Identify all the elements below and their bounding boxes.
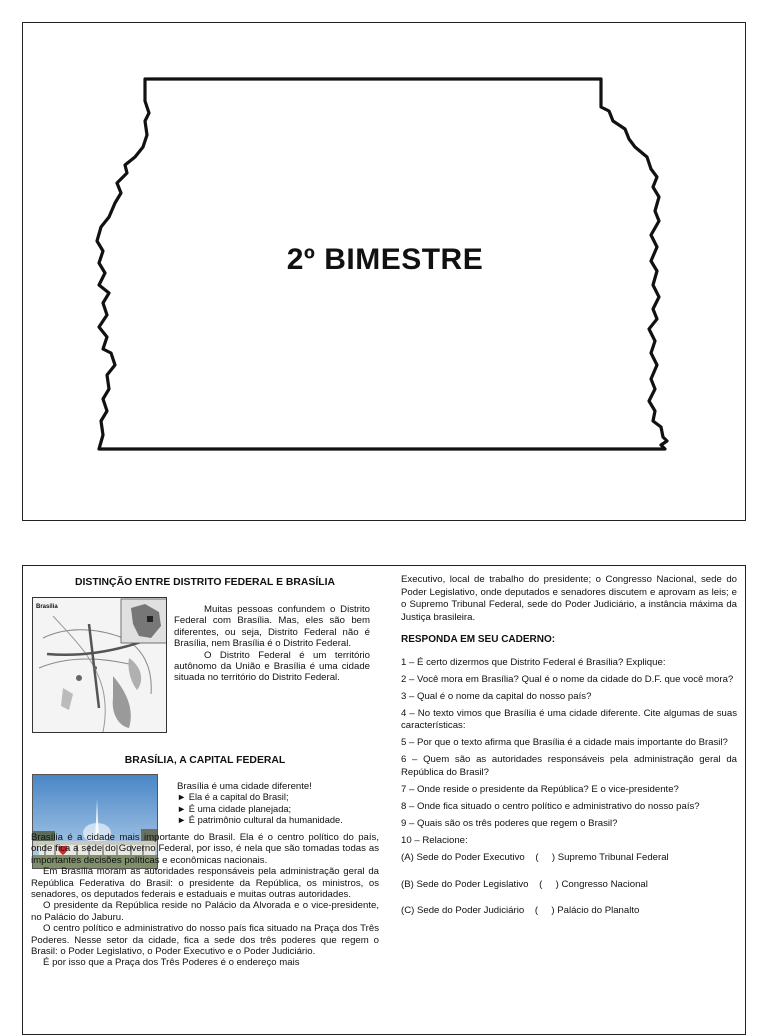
brasilia-map-image	[32, 597, 167, 733]
responda-heading: RESPONDA EM SEU CADERNO:	[401, 634, 556, 645]
intro-text	[174, 604, 370, 684]
map-label: Brasília	[36, 604, 58, 610]
question-10: 10 – Relacione:	[401, 835, 468, 847]
question-1: 1 – É certo dizermos que Distrito Federal é Brasília? Explique:	[401, 656, 666, 668]
relacione-item-b: (B) Sede do Poder Legislativo ( ) Congresso Nacional	[401, 878, 648, 890]
article-paragraph-3: O presidente da República reside no Palácio da Alvorada e o vice-presidente, no Palácio do Jaburu.	[31, 900, 379, 923]
article-text	[31, 832, 379, 969]
bullet-item: ► É uma cidade planejada;	[177, 803, 292, 814]
article-paragraph-4: O centro político e administrativo do nosso país fica situado na Praça dos Três Poderes. Nesse setor da cidade, fica a sede dos três poderes que regem o Brasil: o Poder Legislativo, o Poder Executivo e o Poder Judiciário.	[31, 923, 379, 958]
heading-brasilia-capital: BRASÍLIA, A CAPITAL FEDERAL	[124, 755, 286, 766]
question-3: 3 – Qual é o nome da capital do nosso país?	[401, 690, 592, 702]
question-6: 6 – Quem são as autoridades responsáveis pela administração geral da República do Brasil?	[401, 754, 737, 778]
question-4: 4 – No texto vimos que Brasília é uma cidade diferente. Cite algumas de suas características:	[401, 707, 737, 732]
cover-title: 2º BIMESTRE	[286, 243, 484, 276]
intro-paragraph-2: O Distrito Federal é um território autônomo da União e Brasília é uma cidade situada no território do Distrito Federal.	[174, 649, 370, 684]
brasilia-characteristics	[177, 781, 377, 827]
intro-paragraph-1: Muitas pessoas confundem o Distrito Federal com Brasília. Mas, eles são bem diferentes, ou seja, Distrito Federal não é Brasília, nem Brasília é o Distrito Federal.	[174, 604, 370, 650]
relacione-item-a: (A) Sede do Poder Executivo ( ) Supremo Tribunal Federal	[401, 852, 669, 864]
cover-panel	[22, 22, 746, 521]
question-7: 7 – Onde reside o presidente da República? E o vice-presidente?	[401, 784, 679, 796]
article-paragraph-1: Brasília é a cidade mais importante do Brasil. Ela é o centro político do país, onde fica a sede do Governo Federal, por isso, é nela que são tomadas todas as importantes decisões políticas e econômicas nacionais.	[31, 832, 379, 866]
question-2: 2 – Você mora em Brasília? Qual é o nome da cidade do D.F. que você mora?	[401, 673, 734, 685]
question-8: 8 – Onde fica situado o centro político e administrativo do nosso país?	[401, 801, 700, 813]
continuation-paragraph: Executivo, local de trabalho do presidente; o Congresso Nacional, sede do Poder Legislativo, onde deputados e senadores discutem e aprovam as leis; e o Supremo Tribunal Federal, sede do Poder Judiciário, a instância máxima da Justiça brasileira.	[401, 574, 737, 623]
worksheet-panel	[22, 565, 746, 1035]
bullet-item: ► Ela é a capital do Brasil;	[177, 792, 289, 803]
relacione-item-c: (C) Sede do Poder Judiciário ( ) Palácio do Planalto	[401, 905, 640, 917]
question-5: 5 – Por que o texto afirma que Brasília é a cidade mais importante do Brasil?	[401, 737, 728, 749]
article-paragraph-5: É por isso que a Praça dos Três Poderes é o endereço mais	[43, 957, 300, 969]
left-column	[31, 574, 379, 969]
bullet-item: Brasília é uma cidade diferente!	[177, 781, 312, 792]
map-illustration-icon	[33, 598, 167, 733]
right-column	[401, 574, 737, 932]
question-9: 9 – Quais são os três poderes que regem o Brasil?	[401, 818, 618, 830]
article-paragraph-2: Em Brasília moram as autoridades responsáveis pela administração geral da República Federativa do Brasil: o presidente da República, os ministros, os senadores, os deputados federais e estaduais e muitas outras autoridades.	[31, 866, 379, 901]
heading-distincao: DISTINÇÃO ENTRE DISTRITO FEDERAL E BRASÍLIA	[75, 577, 335, 588]
bullet-item: ► É patrimônio cultural da humanidade.	[177, 815, 343, 826]
